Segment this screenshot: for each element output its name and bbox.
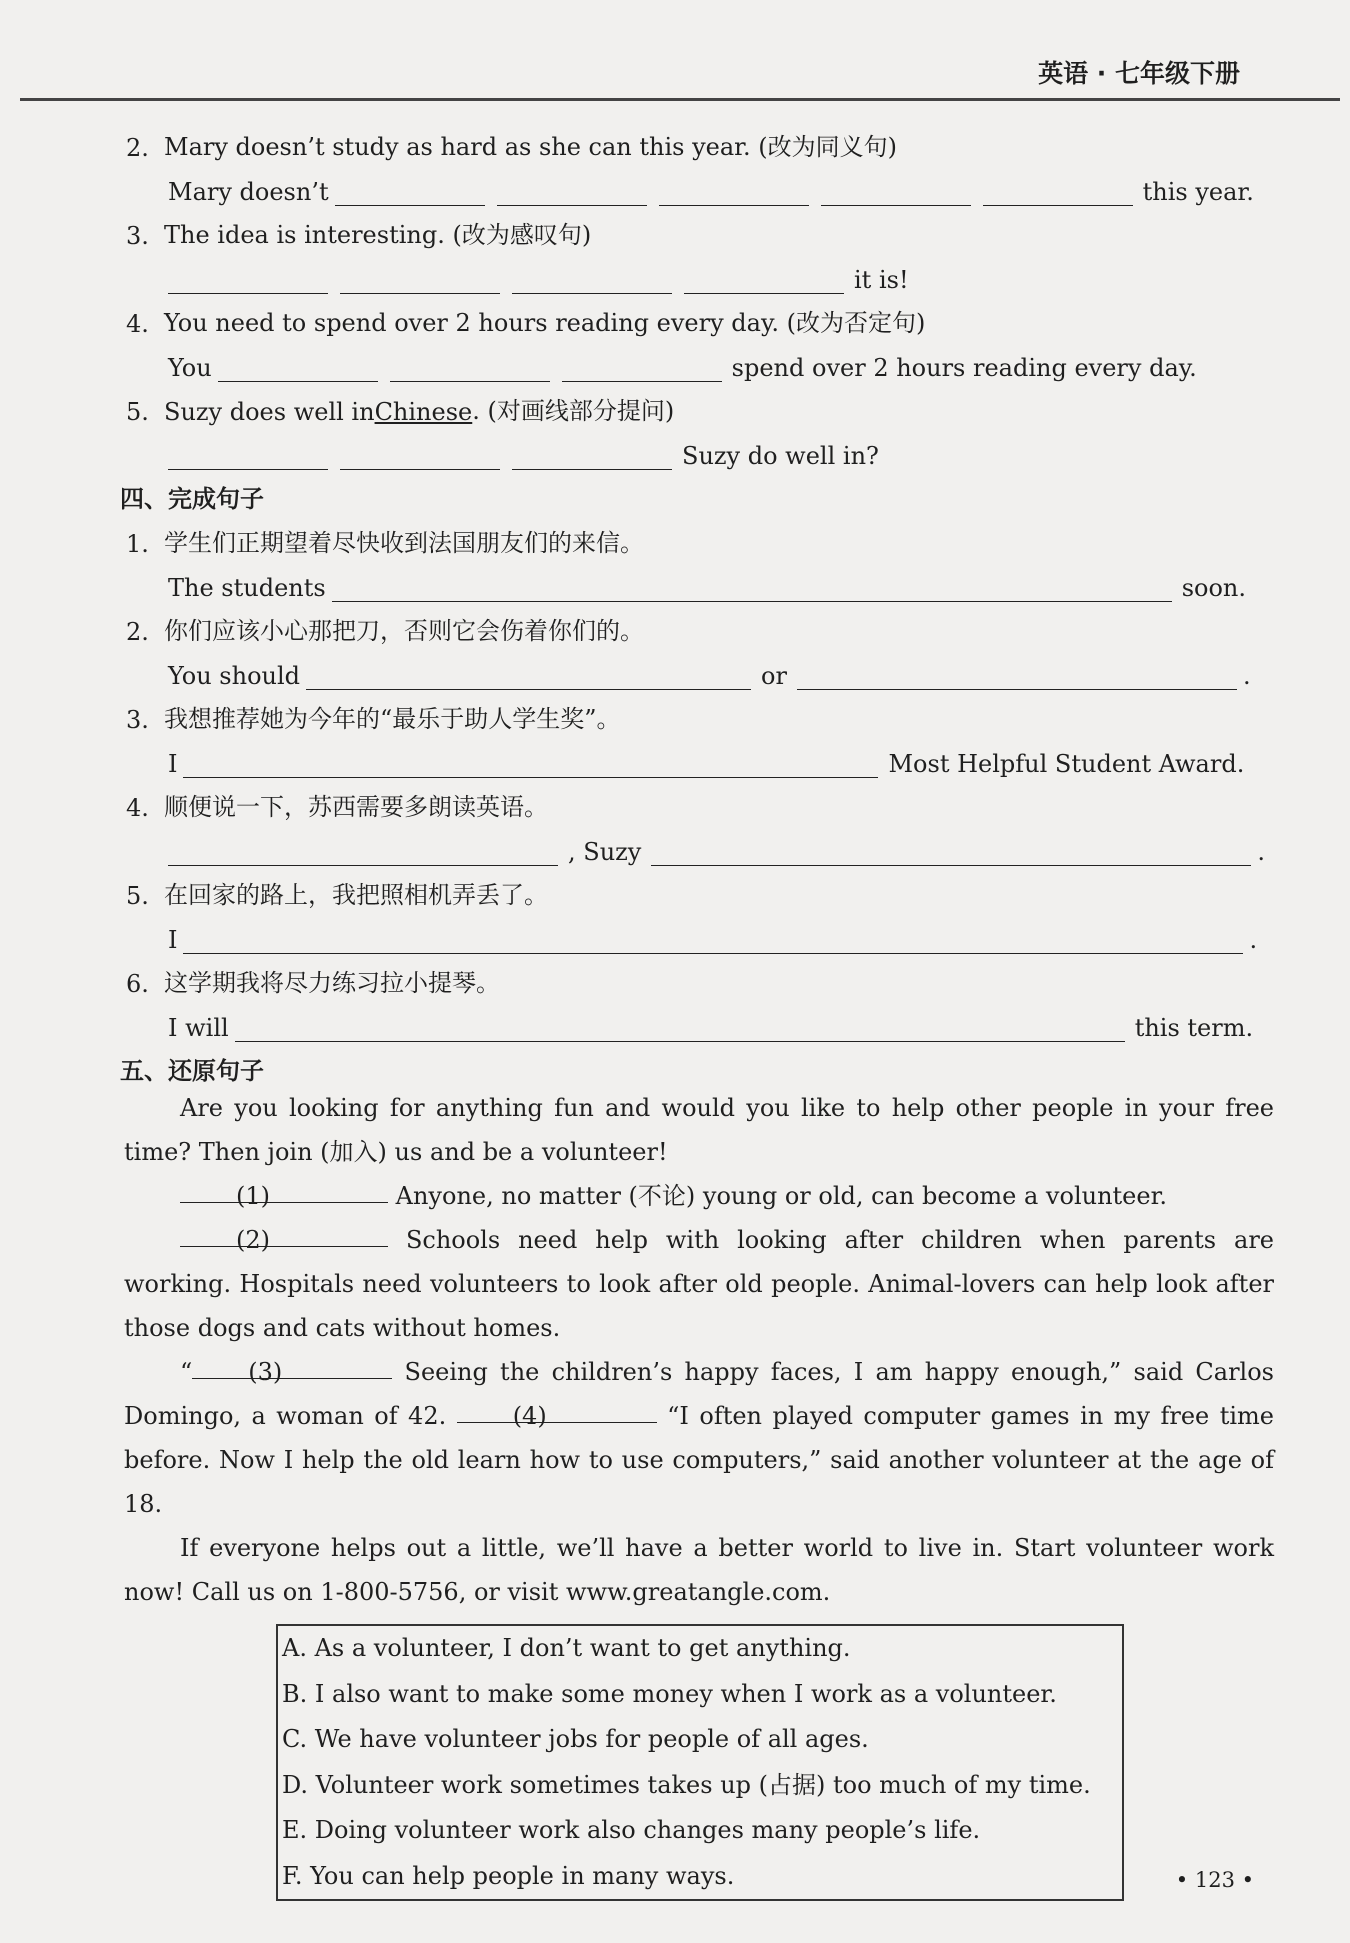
answer-row [126, 426, 1274, 470]
book-title: 英语 · 七年级下册 [1038, 59, 1240, 88]
answer-blank[interactable] [192, 1350, 392, 1386]
answer-row [126, 998, 1274, 1042]
question-number: 3. [126, 222, 149, 250]
answer-row [126, 338, 1274, 382]
option-item: B. I also want to make some money when I work as a volunteer. [282, 1679, 1057, 1708]
option-item: C. We have volunteer jobs for people of all ages. [282, 1725, 869, 1753]
question-text-b: . (对画线部分提问) [472, 397, 675, 425]
answer-mid: , Suzy [568, 838, 642, 866]
question-number: 2. [126, 134, 149, 162]
answer-prefix: You [168, 354, 212, 382]
answer-blank[interactable] [168, 265, 328, 294]
answer-prefix: I will [168, 1014, 229, 1042]
question-row [126, 514, 1274, 558]
answer-prefix: I [168, 750, 178, 778]
answer-suffix: this year. [1142, 178, 1254, 206]
answer-blank[interactable] [235, 1013, 1125, 1042]
quote-mark: “ [180, 1358, 193, 1386]
answer-prefix: The students [168, 574, 326, 602]
answer-row [126, 162, 1274, 206]
answer-prefix: Mary doesn’t [168, 178, 329, 206]
answer-blank[interactable] [340, 441, 500, 470]
answer-suffix: . [1242, 662, 1251, 690]
question-row [126, 602, 1274, 646]
answer-blank[interactable] [306, 661, 751, 690]
blank-label: (2) [236, 1226, 270, 1254]
answer-prefix: I [168, 926, 178, 954]
answer-blank[interactable] [512, 441, 672, 470]
passage-text: Seeing the children’s happy faces, I am happy enough,” said Carlos Domingo, a woman of 42. [124, 1358, 1274, 1430]
answer-blank[interactable] [983, 177, 1133, 206]
section-title: 五、还原句子 [120, 1057, 264, 1085]
answer-blank[interactable] [821, 177, 971, 206]
answer-blank[interactable] [183, 749, 878, 778]
question-number: 4. [126, 310, 149, 338]
section-title: 四、完成句子 [120, 485, 264, 513]
answer-row [126, 910, 1274, 954]
question-number: 3. [126, 706, 149, 734]
answer-suffix: . [1249, 926, 1258, 954]
answer-blank[interactable] [183, 925, 1243, 954]
answer-suffix: soon. [1181, 574, 1247, 602]
answer-blank[interactable] [332, 573, 1172, 602]
question-row [126, 294, 1274, 338]
chinese-prompt: 在回家的路上，我把照相机弄丢了。 [164, 881, 548, 909]
answer-row [126, 822, 1274, 866]
answer-blank[interactable] [180, 1218, 388, 1254]
page-number: • 123 • [1175, 1868, 1254, 1892]
chinese-prompt: 这学期我将尽力练习拉小提琴。 [164, 969, 500, 997]
passage-paragraph [124, 1350, 1274, 1526]
question-row [126, 206, 1274, 250]
passage-text: Schools need help with looking after children when parents are working. Hospitals need volunteers to look after old people. Animal-lovers can help look after those dogs and cats without homes. [124, 1226, 1274, 1342]
answer-row [126, 558, 1274, 602]
answer-suffix: this term. [1134, 1014, 1254, 1042]
chinese-prompt: 你们应该小心那把刀，否则它会伤着你们的。 [164, 617, 644, 645]
passage-paragraph: If everyone helps out a little, we’ll have a better world to live in. Start volunteer work now! Call us on 1-800-5756, or visit www.greatangle.com. [124, 1534, 1274, 1606]
answer-row [126, 646, 1274, 690]
answer-blank[interactable] [651, 837, 1251, 866]
answer-blank[interactable] [457, 1394, 657, 1430]
answer-blank[interactable] [797, 661, 1237, 690]
answer-suffix: spend over 2 hours reading every day. [731, 354, 1197, 382]
answer-suffix: it is! [854, 266, 909, 294]
answer-blank[interactable] [659, 177, 809, 206]
option-item: E. Doing volunteer work also changes many people’s life. [282, 1816, 981, 1844]
passage-paragraph: Are you looking for anything fun and would you like to help other people in your free time? Then join (加入) us and be a volunteer! [124, 1094, 1274, 1166]
underlined-word: Chinese [374, 398, 473, 426]
option-item: D. Volunteer work sometimes takes up (占据) too much of my time. [282, 1770, 1091, 1799]
question-text: Mary doesn’t study as hard as she can this year. (改为同义句) [164, 133, 897, 161]
question-number: 6. [126, 970, 149, 998]
question-row [126, 778, 1274, 822]
question-text: The idea is interesting. (改为感叹句) [164, 221, 592, 249]
question-row [126, 382, 1274, 426]
blank-label: (4) [512, 1402, 547, 1430]
worksheet-content [120, 118, 1274, 1901]
question-text-a: Suzy does well in [164, 398, 375, 426]
chinese-prompt: 我想推荐她为今年的“最乐于助人学生奖”。 [164, 705, 621, 733]
answer-suffix: . [1257, 838, 1265, 866]
passage-text: Anyone, no matter (不论) young or old, can become a volunteer. [395, 1182, 1168, 1210]
question-row [126, 954, 1274, 998]
answer-blank[interactable] [168, 441, 328, 470]
chinese-prompt: 学生们正期望着尽快收到法国朋友们的来信。 [164, 529, 644, 557]
answer-blank[interactable] [335, 177, 485, 206]
answer-mid: or [761, 662, 787, 690]
passage-paragraph [124, 1174, 1274, 1218]
answer-suffix: Most Helpful Student Award. [888, 750, 1245, 778]
answer-blank[interactable] [168, 837, 558, 866]
question-number: 5. [126, 398, 149, 426]
passage-text: “I often played computer games in my free time before. Now I help the old learn how to use computers,” said another volunteer at the age of 18. [124, 1402, 1274, 1518]
options-box [276, 1624, 1124, 1901]
answer-suffix: Suzy do well in? [682, 442, 879, 470]
answer-row [126, 250, 1274, 294]
question-number: 2. [126, 618, 149, 646]
question-number: 1. [126, 530, 149, 558]
option-item: F. You can help people in many ways. [282, 1861, 735, 1890]
answer-blank[interactable] [684, 265, 844, 294]
question-number: 4. [126, 794, 149, 822]
answer-blank[interactable] [497, 177, 647, 206]
answer-row [126, 734, 1274, 778]
page-header [20, 36, 1340, 101]
answer-blank[interactable] [180, 1174, 388, 1210]
question-number: 5. [126, 882, 149, 910]
chinese-prompt: 顺便说一下，苏西需要多朗读英语。 [164, 793, 548, 821]
option-item: A. As a volunteer, I don’t want to get anything. [282, 1634, 851, 1662]
question-row [126, 118, 1274, 162]
answer-blank[interactable] [340, 265, 500, 294]
question-row [126, 866, 1274, 910]
answer-blank[interactable] [562, 353, 722, 382]
answer-blank[interactable] [218, 353, 378, 382]
blank-label: (3) [248, 1358, 283, 1386]
question-row [126, 690, 1274, 734]
passage-paragraph [124, 1218, 1274, 1350]
answer-blank[interactable] [390, 353, 550, 382]
answer-prefix: You should [168, 662, 301, 690]
answer-blank[interactable] [512, 265, 672, 294]
question-text: You need to spend over 2 hours reading every day. (改为否定句) [164, 309, 926, 337]
blank-label: (1) [236, 1182, 270, 1210]
